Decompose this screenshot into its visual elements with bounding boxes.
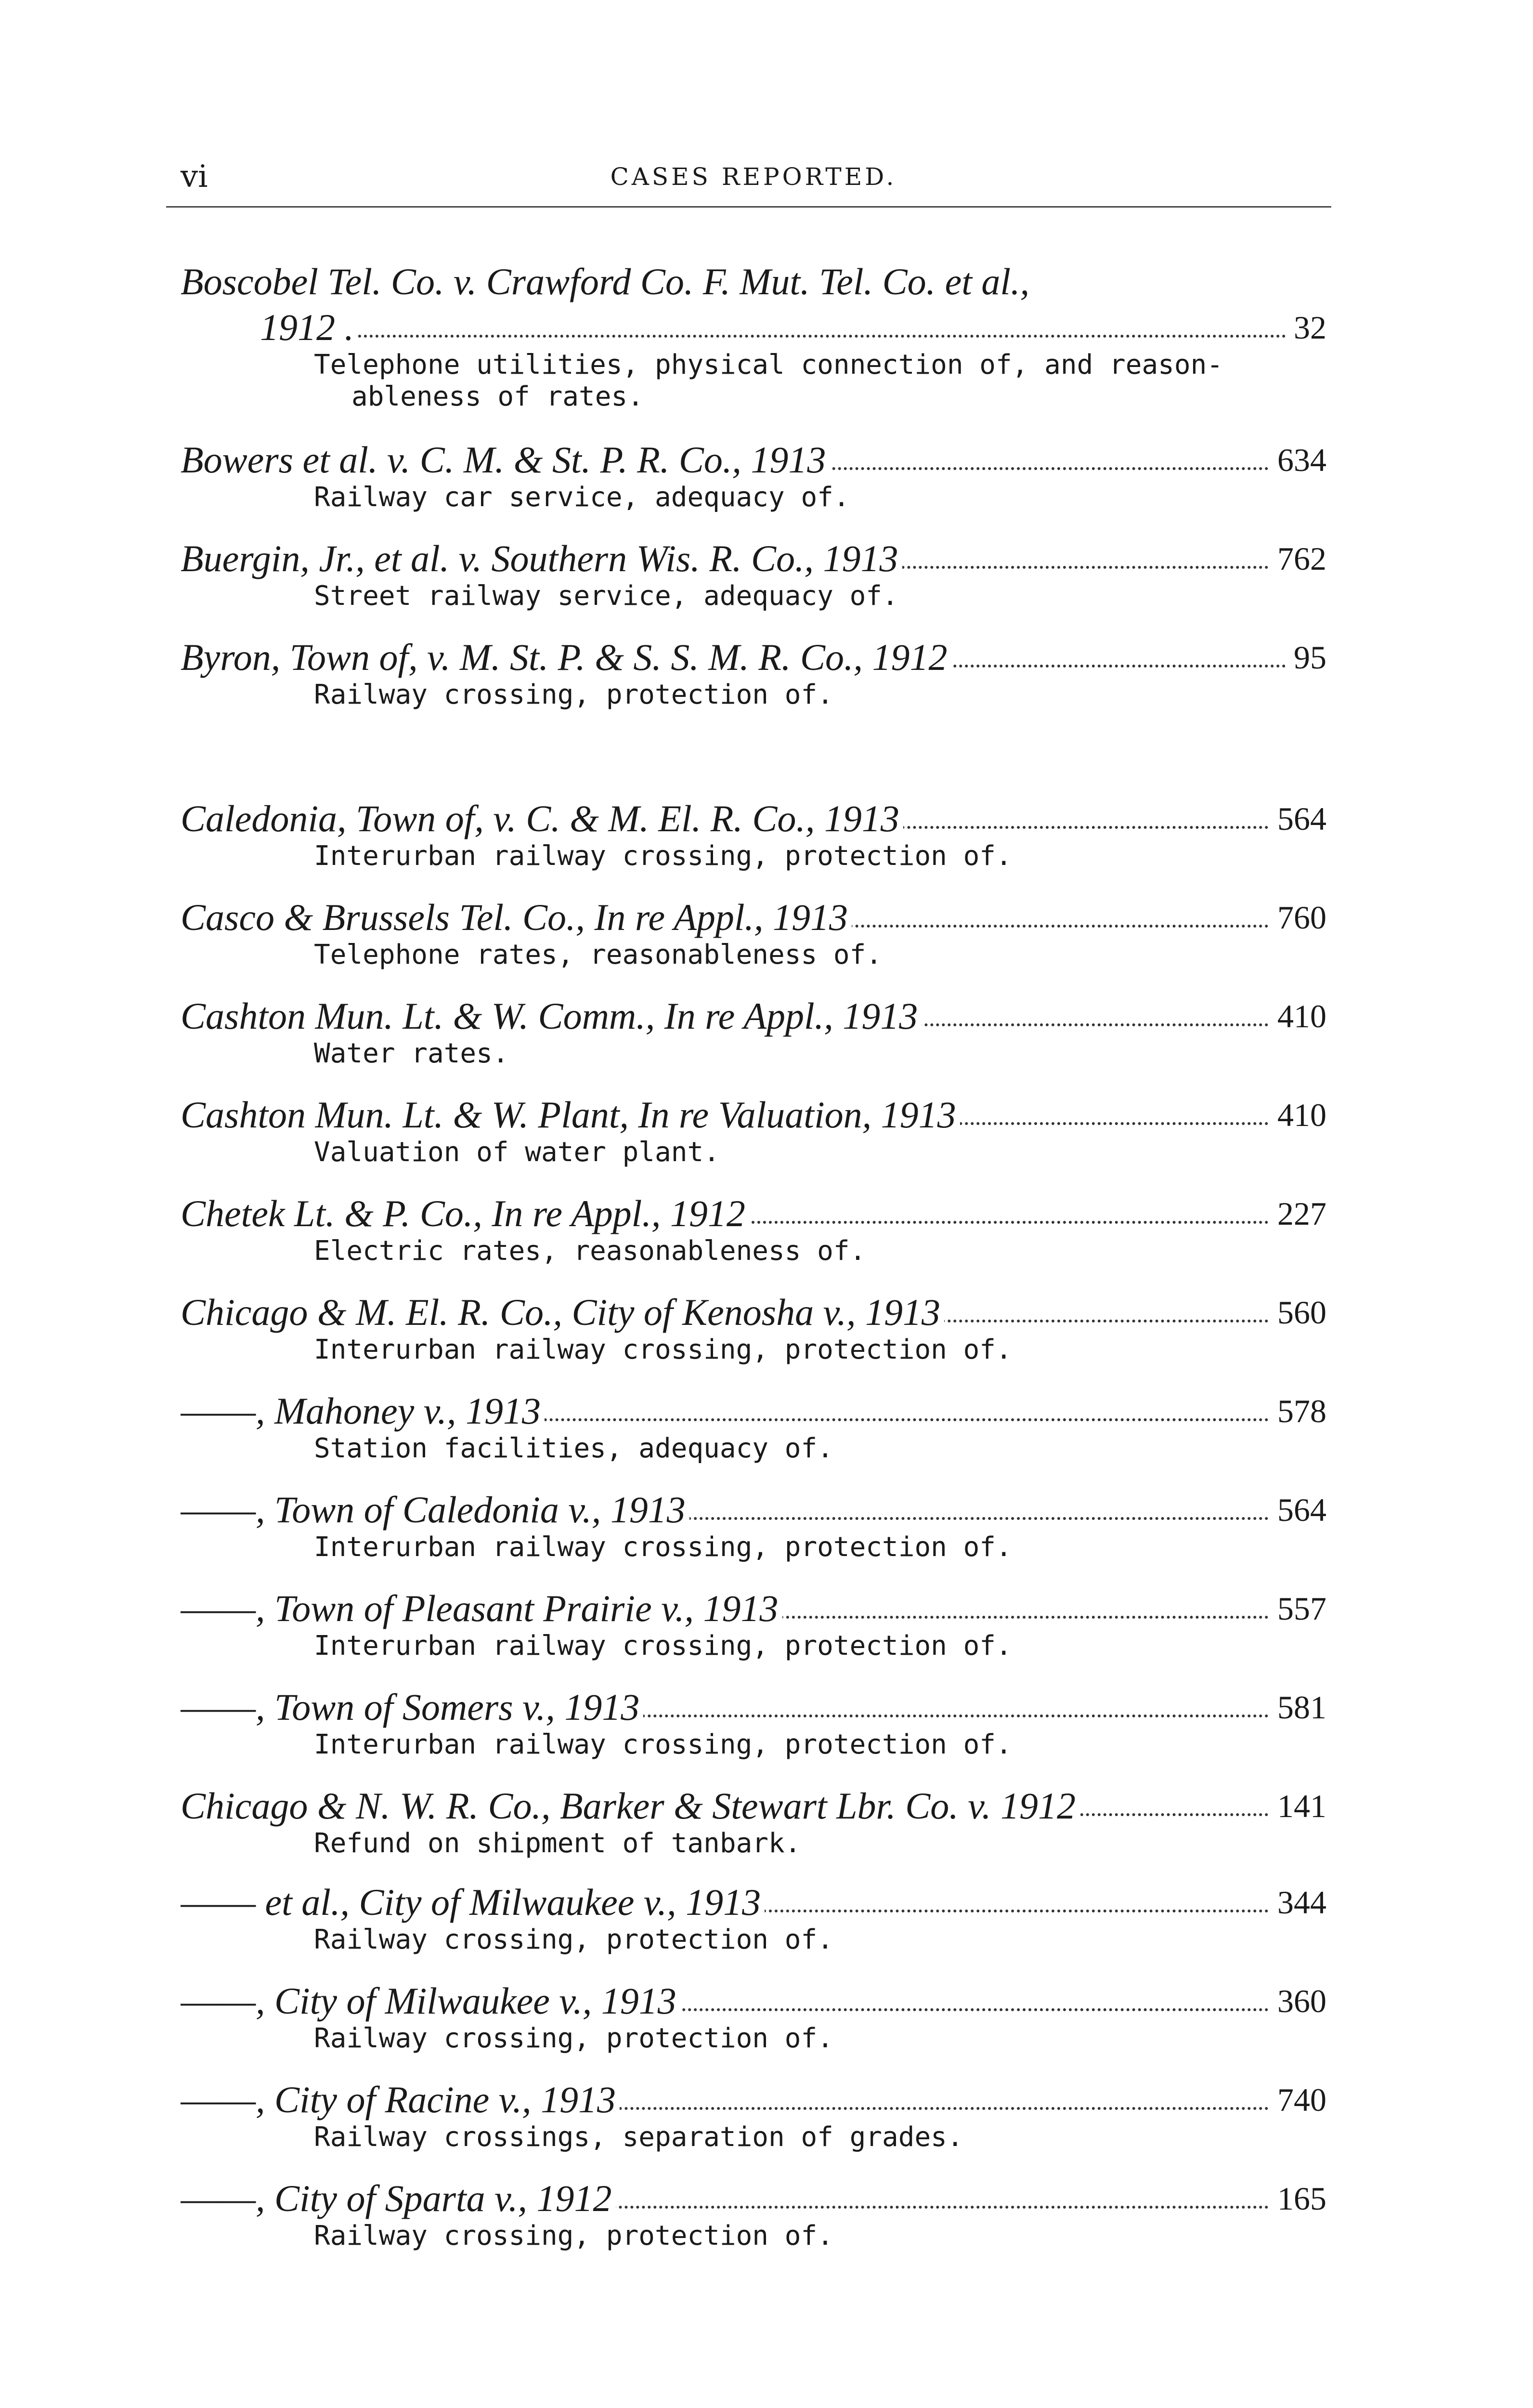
dot-leader [260, 335, 1326, 338]
case-title [181, 1390, 545, 1432]
ditto-dash: —— [181, 2177, 256, 2219]
case-title-text: Cashton Mun. Lt. & W. Plant, In re Valuation, 1913 [181, 1094, 956, 1136]
page-reference: 740 [1271, 2078, 1326, 2121]
case-title-line [181, 260, 1326, 303]
case-title-text: , City of Racine v., 1913 [256, 2079, 616, 2120]
case-title [181, 1785, 1079, 1827]
case-title-text: , City of Sparta v., 1912 [256, 2177, 612, 2219]
case-title-text: Chicago & M. El. R. Co., City of Kenosha v., 1913 [181, 1291, 940, 1333]
case-title-line [181, 797, 1326, 840]
ditto-dash: —— [181, 2079, 256, 2120]
case-subject: Station facilities, adequacy of. [314, 1433, 833, 1464]
case-title-line [260, 306, 1326, 349]
case-title [181, 995, 922, 1037]
case-title-line [181, 636, 1326, 679]
case-title-line [181, 1784, 1326, 1828]
page-reference: 32 [1287, 306, 1326, 349]
page-reference: 227 [1271, 1192, 1326, 1235]
page-reference: 410 [1271, 995, 1326, 1038]
case-title-text: Buergin, Jr., et al. v. Southern Wis. R. Co., 1913 [181, 537, 898, 579]
case-title [181, 1686, 643, 1728]
case-subject: Railway crossing, protection of. [314, 2023, 833, 2054]
case-title-line [181, 1587, 1326, 1630]
case-subject: Railway crossing, protection of. [314, 679, 833, 710]
case-subject: Interurban railway crossing, protection of. [314, 1531, 1012, 1563]
case-title-line [181, 896, 1326, 939]
page-reference: 410 [1271, 1093, 1326, 1137]
case-title-line [181, 438, 1326, 482]
page-reference: 564 [1271, 797, 1326, 840]
case-title-line [181, 1192, 1326, 1235]
case-title-continued: 1912 . [260, 306, 358, 348]
ditto-dash: —— [181, 1686, 256, 1728]
page-reference: 360 [1271, 1979, 1326, 2023]
case-title [181, 1980, 680, 2022]
case-title [181, 636, 951, 678]
ditto-dash: —— [181, 1390, 256, 1432]
case-title-text: Bowers et al. v. C. M. & St. P. R. Co., 1913 [181, 439, 826, 481]
case-subject: Refund on shipment of tanbark. [314, 1828, 801, 1859]
case-subject: Railway crossing, protection of. [314, 1924, 833, 1955]
case-title [181, 1881, 765, 1923]
case-subject: Street railway service, adequacy of. [314, 580, 898, 612]
case-title [181, 798, 903, 839]
case-subject: Valuation of water plant. [314, 1137, 720, 1168]
ditto-dash: —— [181, 1587, 256, 1629]
case-title-text: , City of Milwaukee v., 1913 [256, 1980, 676, 2022]
page-reference: 560 [1271, 1291, 1326, 1334]
page-reference: 564 [1271, 1488, 1326, 1531]
case-title-text: Cashton Mun. Lt. & W. Comm., In re Appl., 1913 [181, 995, 918, 1037]
case-subject: Telephone rates, reasonableness of. [314, 939, 883, 970]
case-title-line [181, 995, 1326, 1038]
case-title [181, 2079, 620, 2120]
page-reference: 165 [1271, 2177, 1326, 2220]
case-title [181, 1291, 944, 1333]
header-rule [166, 206, 1331, 208]
case-title [181, 1094, 960, 1136]
page-reference: 344 [1271, 1881, 1326, 1924]
case-subject: Interurban railway crossing, protection of. [314, 1630, 1012, 1662]
page-number: vi [181, 159, 208, 195]
page-reference: 760 [1271, 896, 1326, 939]
case-subject: Interurban railway crossing, protection of. [314, 840, 1012, 872]
page-reference: 557 [1271, 1587, 1326, 1630]
case-title-text: Boscobel Tel. Co. v. Crawford Co. F. Mut. Tel. Co. et al., [181, 261, 1030, 302]
page-reference: 141 [1271, 1784, 1326, 1828]
ditto-dash: —— [181, 1980, 256, 2022]
case-title-line [181, 2177, 1326, 2220]
case-title-text: Chetek Lt. & P. Co., In re Appl., 1912 [181, 1192, 745, 1234]
page-reference: 634 [1271, 438, 1326, 482]
case-title [181, 439, 830, 481]
case-subject: Railway car service, adequacy of. [314, 482, 850, 513]
running-title: CASES REPORTED. [610, 163, 897, 191]
case-title-text: , Town of Pleasant Prairie v., 1913 [256, 1587, 779, 1629]
case-title-text: , Town of Caledonia v., 1913 [256, 1489, 686, 1531]
ditto-dash: —— [181, 1881, 256, 1923]
case-subject: Railway crossing, protection of. [314, 2220, 833, 2251]
case-title-line [181, 1881, 1326, 1924]
case-title-text: Caledonia, Town of, v. C. & M. El. R. Co., 1913 [181, 798, 899, 839]
case-title [181, 1489, 689, 1531]
case-subject: Railway crossings, separation of grades. [314, 2121, 963, 2153]
case-title-line [181, 1686, 1326, 1729]
case-title-text: , Mahoney v., 1913 [256, 1390, 541, 1432]
case-title [181, 261, 1033, 302]
case-subject-continued: ableness of rates. [351, 381, 644, 412]
case-title [181, 2177, 616, 2219]
page-reference: 95 [1287, 636, 1326, 679]
case-title-text: , Town of Somers v., 1913 [256, 1686, 640, 1728]
case-title-text: Casco & Brussels Tel. Co., In re Appl., 1913 [181, 896, 848, 938]
case-title-line [181, 1488, 1326, 1531]
page-reference: 762 [1271, 537, 1326, 580]
page-reference: 578 [1271, 1389, 1326, 1433]
case-subject: Electric rates, reasonableness of. [314, 1235, 866, 1267]
running-head [181, 159, 1326, 197]
case-title [181, 896, 852, 938]
case-title-text: Chicago & N. W. R. Co., Barker & Stewart Lbr. Co. v. 1912 [181, 1785, 1076, 1827]
case-subject: Water rates. [314, 1038, 509, 1069]
page-reference: 581 [1271, 1686, 1326, 1729]
case-title [181, 1192, 749, 1234]
case-title-text: Byron, Town of, v. M. St. P. & S. S. M. R. Co., 1912 [181, 636, 948, 678]
case-title-line [181, 2078, 1326, 2121]
ditto-dash: —— [181, 1489, 256, 1531]
case-title-line [181, 1093, 1326, 1137]
case-title-line [181, 1979, 1326, 2023]
case-subject: Interurban railway crossing, protection of. [314, 1334, 1012, 1365]
case-title [181, 1587, 782, 1629]
case-title [181, 537, 902, 579]
case-title-line [181, 537, 1326, 580]
case-title-text: et al., City of Milwaukee v., 1913 [256, 1881, 761, 1923]
case-title-line [181, 1291, 1326, 1334]
case-subject: Telephone utilities, physical connection of, and reason- [314, 349, 1223, 380]
case-subject: Interurban railway crossing, protection of. [314, 1729, 1012, 1760]
case-title-line [181, 1389, 1326, 1433]
